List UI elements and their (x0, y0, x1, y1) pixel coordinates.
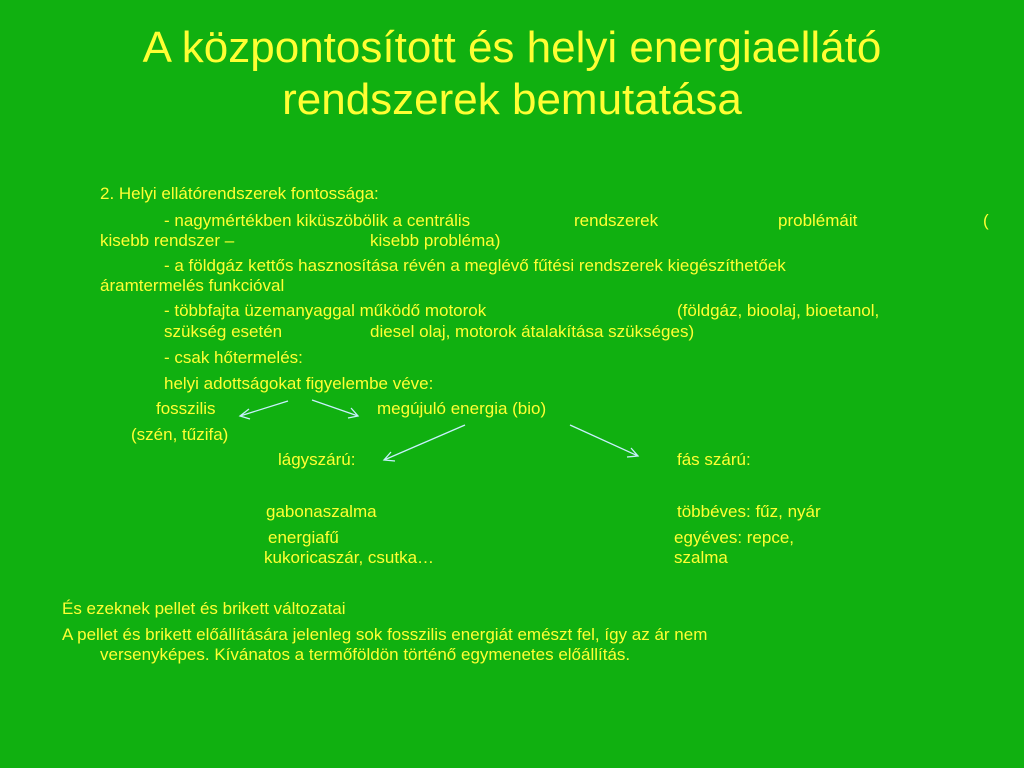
megujulo-label: megújuló energia (bio) (377, 399, 547, 418)
gabonaszalma-label: gabonaszalma (266, 502, 377, 521)
slide-title (0, 22, 1024, 126)
fosszilis-label: fosszilis (156, 399, 216, 418)
bullet-3-line-1-a: - többfajta üzemanyaggal működő motorok (164, 301, 487, 320)
egyeves-label: egyéves: repce, (674, 528, 795, 547)
bullet-3-line-2-a: szükség esetén (164, 322, 283, 341)
pellet-line-3: versenyképes. Kívánatos a termőföldön történő egymenetes előállítás. (100, 645, 631, 664)
bullet-2-line-1: - a földgáz kettős hasznosítása révén a meglévő fűtési rendszerek kiegészíthetőek (164, 256, 786, 275)
bullet-1-line-2-a: kisebb rendszer – (100, 231, 235, 250)
bullet-1-line-1-c: problémáit (778, 211, 858, 230)
arrow-to-lagyszaru (384, 425, 465, 461)
bullet-3-line-1-b: (földgáz, bioolaj, bioetanol, (677, 301, 880, 320)
bullet-4: - csak hőtermelés: (164, 348, 303, 367)
tobbeves-label: többéves: fűz, nyár (677, 502, 821, 521)
bullet-3-line-2-b: diesel olaj, motorok átalakítása szükséges) (370, 322, 695, 341)
arrow-to-fasszaru (570, 425, 638, 457)
bullet-1-line-2-b: kisebb probléma) (370, 231, 501, 250)
title-line-2: rendszerek bemutatása (282, 75, 742, 124)
szen-label: (szén, tűzifa) (131, 425, 229, 444)
bullet-1-line-1-b: rendszerek (574, 211, 659, 230)
bullet-2-line-2: áramtermelés funkcióval (100, 276, 285, 295)
section-heading: 2. Helyi ellátórendszerek fontossága: (100, 184, 379, 203)
szalma-label: szalma (674, 548, 728, 567)
arrow-to-fosszilis (240, 401, 288, 419)
energiafu-label: energiafű (268, 528, 339, 547)
bullet-1-line-1-d: ( (983, 211, 989, 230)
arrow-to-megujulo (312, 400, 358, 418)
adottsag-line: helyi adottságokat figyelembe véve: (164, 374, 434, 393)
lagyszaru-label: lágyszárú: (278, 450, 356, 469)
pellet-line-2: A pellet és brikett előállítására jelenleg sok fosszilis energiát emészt fel, így az ár nem (62, 625, 708, 644)
kukorica-label: kukoricaszár, csutka… (264, 548, 435, 567)
bullet-1-line-1-a: - nagymértékben kiküszöbölik a centrális (164, 211, 471, 230)
fasszaru-label: fás szárú: (677, 450, 751, 469)
title-line-1: A központosított és helyi energiaellátó (142, 23, 882, 72)
pellet-line-1: És ezeknek pellet és brikett változatai (62, 599, 346, 618)
